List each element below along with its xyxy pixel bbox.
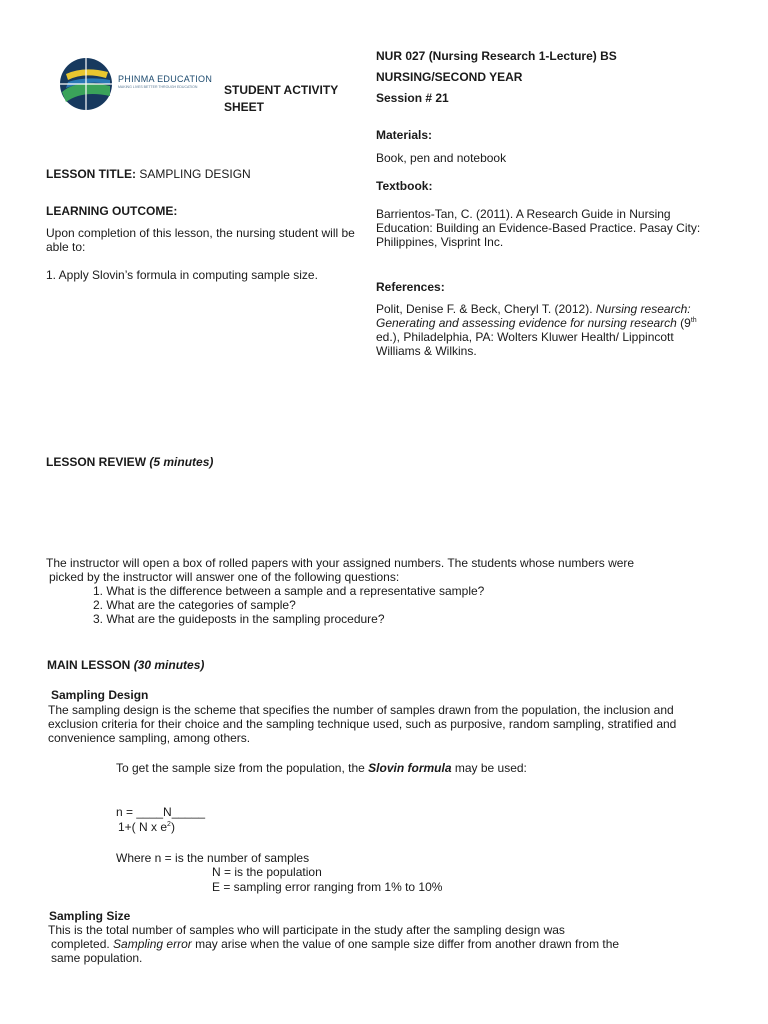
sheet-title: STUDENT ACTIVITY SHEET [224,83,339,114]
slovin-formula-name: Slovin formula [368,761,452,775]
logo-globe-icon [58,56,114,112]
sampling-design-text: The sampling design is the scheme that specifies the number of samples drawn from the population, the inclusion and exclusion criteria for their choice and the sampling technique used, such as purposive, random sampling, stratified and convenience sampling, among others. [48,703,677,745]
where-e-definition: E = sampling error ranging from 1% to 10% [212,880,443,894]
session-number: Session # 21 [376,91,449,105]
textbook-label: Textbook: [376,179,433,193]
reference-authors: Polit, Denise F. & Beck, Cheryl T. (2012). [376,302,596,316]
lesson-review-intro-line-2: picked by the instructor will answer one of the following questions: [49,570,400,584]
sampling-size-line-2-start: completed. [51,937,114,951]
lesson-review-intro-line-1: The instructor will open a box of rolled papers with your assigned numbers. The students whose numbers were [46,556,635,570]
textbook-text: Barrientos-Tan, C. (2011). A Research Guide in Nursing Education: Building an Evidence-Based Practice. Pasay City: Philippines, Visprint Inc. [376,207,701,249]
where-line: Where n = is the number of samples [116,851,310,865]
main-lesson-duration: (30 minutes) [133,658,205,672]
where-n-definition: N = is the population [212,865,322,879]
reference-title: Nursing research: Generating and assessing evidence for nursing research [376,302,691,330]
formula-denominator [118,820,175,834]
reference-paren: (9 [676,316,691,330]
review-question: 1. What is the difference between a sample and a representative sample? [93,584,485,598]
lesson-review-label: LESSON REVIEW [46,455,147,469]
lesson-title-label: LESSON TITLE: [46,167,136,181]
materials-text: Book, pen and notebook [376,151,507,165]
sampling-size-text [48,923,728,965]
reference-sup: th [690,317,697,324]
slovin-intro-after: may be used: [451,761,527,775]
materials-label: Materials: [376,128,433,142]
logo-tagline: MAKING LIVES BETTER THROUGH EDUCATION [118,85,198,89]
course-info [376,46,617,109]
learning-outcome-intro: Upon completion of this lesson, the nursing student will be able to: [46,226,355,254]
sampling-size-line-2 [48,937,728,951]
lesson-review-duration: (5 minutes) [149,455,214,469]
logo-name: PHINMA EDUCATION [118,74,213,84]
sampling-size-heading: Sampling Size [49,909,131,923]
sampling-design-heading: Sampling Design [51,688,149,702]
sampling-size-line-1: This is the total number of samples who will participate in the study after the sampling design was [48,923,565,937]
course-line-2: NURSING/SECOND YEAR [376,70,523,84]
lesson-title [46,167,251,181]
main-lesson-heading [47,658,204,672]
formula-close-paren: ) [170,820,175,834]
reference-publisher: ed.), Philadelphia, PA: Wolters Kluwer Health/ Lippincott Williams & Wilkins. [376,330,674,358]
learning-outcome-item: 1. Apply Slovin’s formula in computing sample size. [46,268,318,282]
slovin-intro-before: To get the sample size from the population, the [116,761,369,775]
lesson-title-value: SAMPLING DESIGN [139,167,251,181]
phinma-logo [58,54,218,114]
references-label: References: [376,280,445,294]
slovin-intro [116,761,527,775]
formula-exponent: 2 [167,821,171,828]
review-question: 3. What are the guideposts in the sampling procedure? [93,612,385,626]
sampling-size-line-2-end: may arise when the value of one sample size differ from another drawn from the [191,937,620,951]
lesson-review-intro [46,556,726,584]
sampling-size-line-3: same population. [51,951,143,965]
course-line-1: NUR 027 (Nursing Research 1-Lecture) BS [376,49,617,63]
review-questions [93,584,484,626]
formula-numerator: n = ____N_____ [116,805,206,819]
lesson-review-heading [46,455,213,469]
learning-outcome-label: LEARNING OUTCOME: [46,204,178,218]
sampling-error-term: Sampling error [113,937,192,951]
main-lesson-label: MAIN LESSON [47,658,131,672]
formula-denominator-text: 1+( N x e [118,820,168,834]
references-text [376,302,706,358]
review-question: 2. What are the categories of sample? [93,598,296,612]
